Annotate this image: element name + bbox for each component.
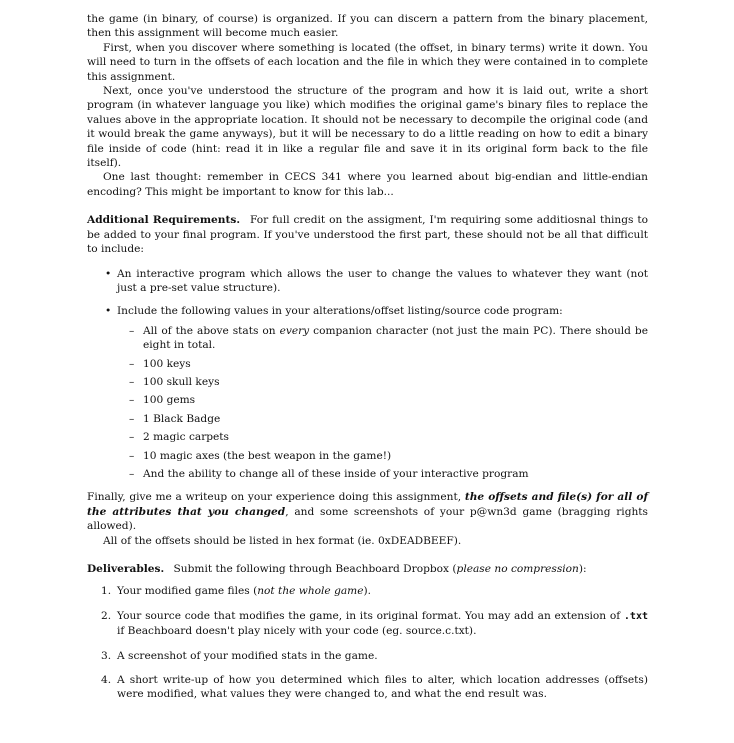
dash-icon: –	[129, 449, 135, 462]
list-item	[129, 375, 648, 389]
item-number: 4.	[101, 674, 112, 687]
dash-icon: –	[129, 467, 135, 480]
requirement-interactive: An interactive program which allows the user to change the values to whatever they want (not just a pre-set value structure).	[117, 267, 648, 294]
dash-icon: –	[129, 431, 135, 444]
deliverables-text: Submit the following through Beachboard Dropbox (please no compression):	[173, 563, 587, 575]
requirement-values: Include the following values in your alterations/offset listing/source code program:	[117, 305, 563, 318]
deliverable-game-files: Your modified game files (not the whole game).	[117, 585, 371, 598]
list-item	[129, 324, 648, 353]
value-magic-carpets: 2 magic carpets	[143, 431, 229, 444]
value-black-badge: 1 Black Badge	[143, 412, 221, 425]
additional-requirements-heading: Additional Requirements.	[87, 214, 241, 227]
list-item	[105, 267, 648, 296]
value-interactive-change: And the ability to change all of these inside of your interactive program	[143, 467, 529, 480]
bullet-icon: •	[105, 305, 112, 318]
bullet-icon: •	[105, 267, 112, 280]
intro-paragraph-1: the game (in binary, of course) is organized. If you can discern a pattern from the binary placement, then this assignment will become much easier.	[87, 13, 648, 40]
value-keys: 100 keys	[143, 357, 191, 370]
deliverables-list	[87, 584, 648, 701]
value-gems: 100 gems	[143, 394, 196, 407]
list-item	[101, 584, 648, 598]
offsets-emphasis: the offsets and file(s) for all of the attributes that you changed	[87, 491, 648, 518]
dash-icon: –	[129, 324, 135, 337]
dash-icon: –	[129, 375, 135, 388]
value-magic-axes: 10 magic axes (the best weapon in the game!)	[143, 449, 392, 462]
list-item	[129, 412, 648, 426]
intro-paragraph-3: Next, once you've understood the structure of the program and how it is laid out, write a short program (in whatever language you like) which modifies the original game's binary files to replace the values above in the appropriate location. It should not be necessary to decompile the original code (and it would break the game anyways), but it will be necessary to do a little reading on how to edit a binary file inside of code (hint: read it in like a regular file and save it in its original form back to the file itself).	[87, 85, 648, 170]
list-item	[101, 649, 648, 663]
writeup-paragraph: Finally, give me a writeup on your experience doing this assignment, the offsets and file(s) for all of the attributes that you changed, and some screenshots of your p@wn3d game (bragging rights allowed).	[87, 491, 648, 533]
list-item	[129, 449, 648, 463]
additional-requirements-text: For full credit on the assigment, I'm requiring some additiosnal things to be added to your final program. If you've understood the first part, these should not be all that difficult to include:	[87, 214, 648, 256]
list-item	[129, 467, 648, 481]
deliverable-screenshot: A screenshot of your modified stats in the game.	[117, 649, 378, 662]
list-item	[101, 609, 648, 639]
deliverable-writeup: A short write-up of how you determined which files to alter, which location addresses (offsets) were modified, what values they were changed to, and what the end result was.	[117, 674, 648, 701]
requirements-list	[87, 267, 648, 482]
list-item	[105, 304, 648, 481]
additional-requirements-paragraph	[87, 213, 648, 256]
item-number: 3.	[101, 649, 112, 662]
value-companion-stats: All of the above stats on every companion character (not just the main PC). There should be eight in total.	[143, 324, 648, 352]
deliverables-paragraph	[87, 562, 648, 576]
document-page	[87, 12, 648, 712]
deliverable-source-code: Your source code that modifies the game, in its original format. You may add an extension of .txt if Beachboard doesn't play nicely with your code (eg. source.c.txt).	[117, 609, 648, 638]
dash-icon: –	[129, 357, 135, 370]
intro-paragraph-2: First, when you discover where something is located (the offset, in binary terms) write it down. You will need to turn in the offsets of each location and the file in which they were contained in to complete this assignment.	[87, 41, 648, 83]
value-skull-keys: 100 skull keys	[143, 375, 220, 388]
values-sublist	[117, 324, 648, 482]
dash-icon: –	[129, 412, 135, 425]
item-number: 2.	[101, 609, 112, 622]
hex-format-paragraph: All of the offsets should be listed in hex format (ie. 0xDEADBEEF).	[103, 534, 462, 547]
deliverables-heading: Deliverables.	[87, 563, 165, 575]
intro-paragraph-4: One last thought: remember in CECS 341 where you learned about big-endian and little-endian encoding? This might be important to know for this lab...	[87, 171, 648, 198]
list-item	[101, 673, 648, 702]
item-number: 1.	[101, 585, 112, 598]
list-item	[129, 357, 648, 371]
list-item	[129, 430, 648, 444]
dash-icon: –	[129, 394, 135, 407]
list-item	[129, 393, 648, 407]
